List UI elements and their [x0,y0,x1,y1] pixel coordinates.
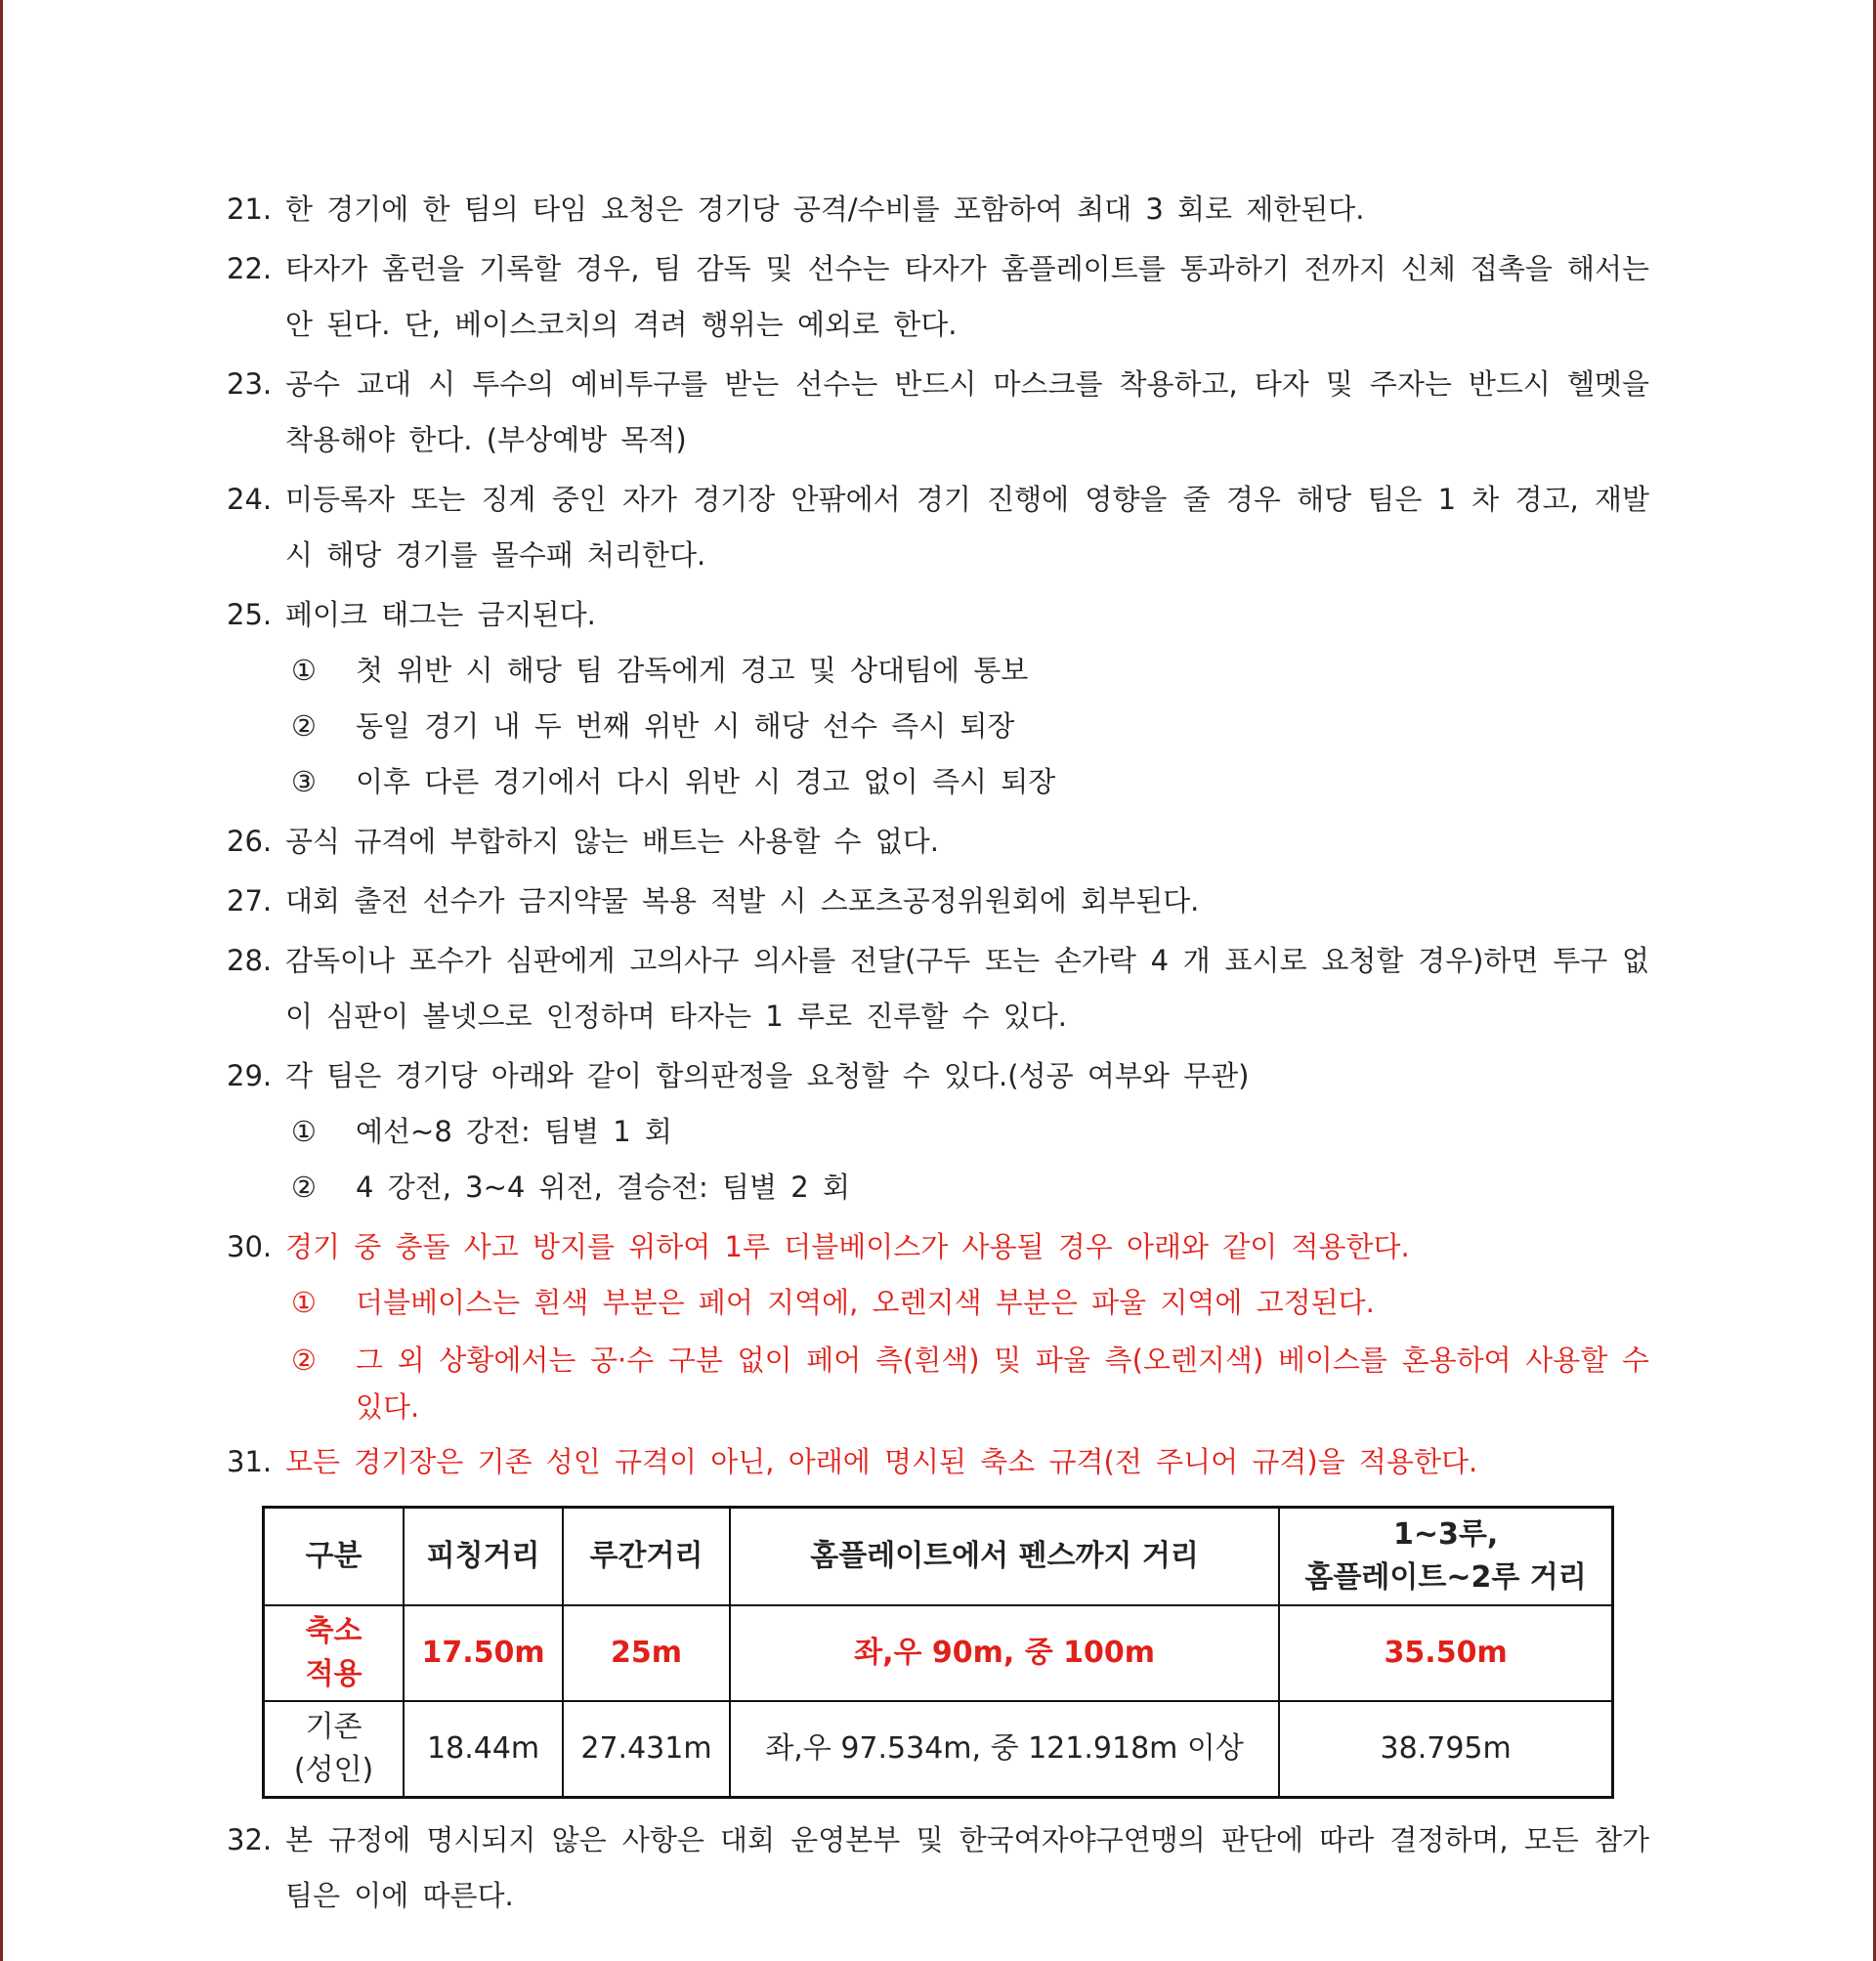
rule-26 [227,814,1649,870]
rule-number: 21. [227,192,273,226]
header-category: 구분 [264,1508,405,1606]
rule-number: 30. [227,1230,273,1263]
rule-text: 한 경기에 한 팀의 타임 요청은 경기당 공격/수비를 포함하여 최대 3 회로 제한된다. [285,192,1365,226]
sub-text: 이후 다른 경기에서 다시 위반 시 경고 없이 즉시 퇴장 [356,765,1056,798]
table-row-original [264,1701,1613,1798]
rule-text: 본 규정에 명시되지 않은 사항은 대회 운영본부 및 한국여자야구연맹의 판단에 따라 결정하며, 모든 참가팀은 이에 따른다. [285,1823,1649,1912]
table-row-reduced [264,1605,1613,1701]
rule-number: 28. [227,944,273,977]
rule-number: 29. [227,1059,273,1092]
cell-diagonal: 38.795m [1279,1701,1612,1798]
rule-text: 페이크 태그는 금지된다. [285,598,596,631]
sub-text: 그 외 상황에서는 공·수 구분 없이 페어 측(흰색) 및 파울 측(오렌지색) 베이스를 혼용하여 사용할 수 있다. [356,1343,1649,1424]
header-pitching-distance: 피칭거리 [404,1508,563,1606]
circled-number: ① [291,1115,317,1148]
rule-25-sub-3 [227,754,1649,810]
header-base-distance: 루간거리 [563,1508,730,1606]
header-fence-distance: 홈플레이트에서 펜스까지 거리 [730,1508,1279,1606]
cell-fence: 좌,우 97.534m, 중 121.918m 이상 [730,1701,1279,1798]
circled-number: ① [291,654,317,687]
row-label-line-1: 축소 [305,1614,362,1648]
header-diagonal-line-1: 1~3루, [1392,1517,1499,1552]
rule-number: 24. [227,483,273,516]
rule-text: 경기 중 충돌 사고 방지를 위하여 1루 더블베이스가 사용될 경우 아래와 같이 적용한다. [285,1230,1410,1263]
cell-fence: 좌,우 90m, 중 100m [730,1605,1279,1701]
row-label [264,1605,405,1701]
circled-number: ① [291,1286,317,1319]
circled-number: ② [291,709,317,743]
rule-text: 미등록자 또는 징계 중인 자가 경기장 안팎에서 경기 진행에 영향을 줄 경우 해당 팀은 1 차 경고, 재발 시 해당 경기를 몰수패 처리한다. [285,483,1649,572]
row-label-line-2: (성인) [293,1753,374,1787]
circled-number: ③ [291,765,317,798]
rule-29 [227,1048,1649,1104]
sub-text: 4 강전, 3~4 위전, 결승전: 팀별 2 회 [356,1171,850,1204]
rule-number: 27. [227,884,273,917]
header-diagonal-distance [1279,1508,1612,1606]
sub-text: 더블베이스는 흰색 부분은 페어 지역에, 오렌지색 부분은 파울 지역에 고정된다. [356,1286,1375,1319]
cell-pitching: 17.50m [404,1605,563,1701]
sub-text: 예선~8 강전: 팀별 1 회 [356,1115,672,1148]
cell-diagonal: 35.50m [1279,1605,1612,1701]
rule-text: 모든 경기장은 기존 성인 규격이 아닌, 아래에 명시된 축소 규격(전 주니어 규격)을 적용한다. [285,1445,1478,1478]
rule-23 [227,357,1649,468]
rule-text: 감독이나 포수가 심판에게 고의사구 의사를 전달(구두 또는 손가락 4 개 표시로 요청할 경우)하면 투구 없이 심판이 볼넷으로 인정하며 타자는 1 루로 진루할 수 있다. [285,944,1649,1033]
cell-pitching: 18.44m [404,1701,563,1798]
rule-25-sub-1 [227,643,1649,699]
rule-number: 26. [227,825,273,858]
rule-31 [227,1434,1649,1490]
cell-base: 27.431m [563,1701,730,1798]
circled-number: ② [291,1171,317,1204]
rule-number: 31. [227,1445,273,1478]
rule-29-sub-1 [227,1104,1649,1160]
rule-text: 공식 규격에 부합하지 않는 배트는 사용할 수 없다. [285,825,940,858]
rule-text: 각 팀은 경기당 아래와 같이 합의판정을 요청할 수 있다.(성공 여부와 무관) [285,1059,1250,1092]
rule-number: 23. [227,367,273,401]
field-spec-table [262,1506,1614,1799]
rule-27 [227,874,1649,929]
header-diagonal-line-2: 홈플레이트~2루 거리 [1304,1560,1587,1595]
sub-text: 동일 경기 내 두 번째 위반 시 해당 선수 즉시 퇴장 [356,709,1015,743]
rule-30-sub-2 [227,1337,1649,1430]
rule-28 [227,933,1649,1044]
cell-base: 25m [563,1605,730,1701]
rule-30 [227,1219,1649,1275]
rule-24 [227,472,1649,583]
rule-text: 타자가 홈런을 기록할 경우, 팀 감독 및 선수는 타자가 홈플레이트를 통과하기 전까지 신체 접촉을 해서는 안 된다. 단, 베이스코치의 격려 행위는 예외로 한다. [285,252,1649,341]
rule-29-sub-2 [227,1160,1649,1215]
rule-number: 32. [227,1823,273,1856]
rules-document [227,182,1649,1924]
rule-21 [227,182,1649,237]
row-label-line-1: 기존 [305,1710,362,1744]
circled-number: ② [291,1343,317,1377]
rule-22 [227,241,1649,353]
rule-30-sub-1 [227,1275,1649,1331]
row-label-line-2: 적용 [305,1657,362,1691]
sub-text: 첫 위반 시 해당 팀 감독에게 경고 및 상대팀에 통보 [356,654,1029,687]
table-header-row [264,1508,1613,1606]
page-border-left [0,0,3,1961]
rule-32 [227,1812,1649,1924]
rule-text: 대회 출전 선수가 금지약물 복용 적발 시 스포츠공정위원회에 회부된다. [285,884,1200,917]
rule-number: 22. [227,252,273,285]
rule-25 [227,587,1649,643]
row-label [264,1701,405,1798]
rule-text: 공수 교대 시 투수의 예비투구를 받는 선수는 반드시 마스크를 착용하고, 타자 및 주자는 반드시 헬멧을 착용해야 한다. (부상예방 목적) [285,367,1649,456]
rule-25-sub-2 [227,699,1649,754]
rule-number: 25. [227,598,273,631]
